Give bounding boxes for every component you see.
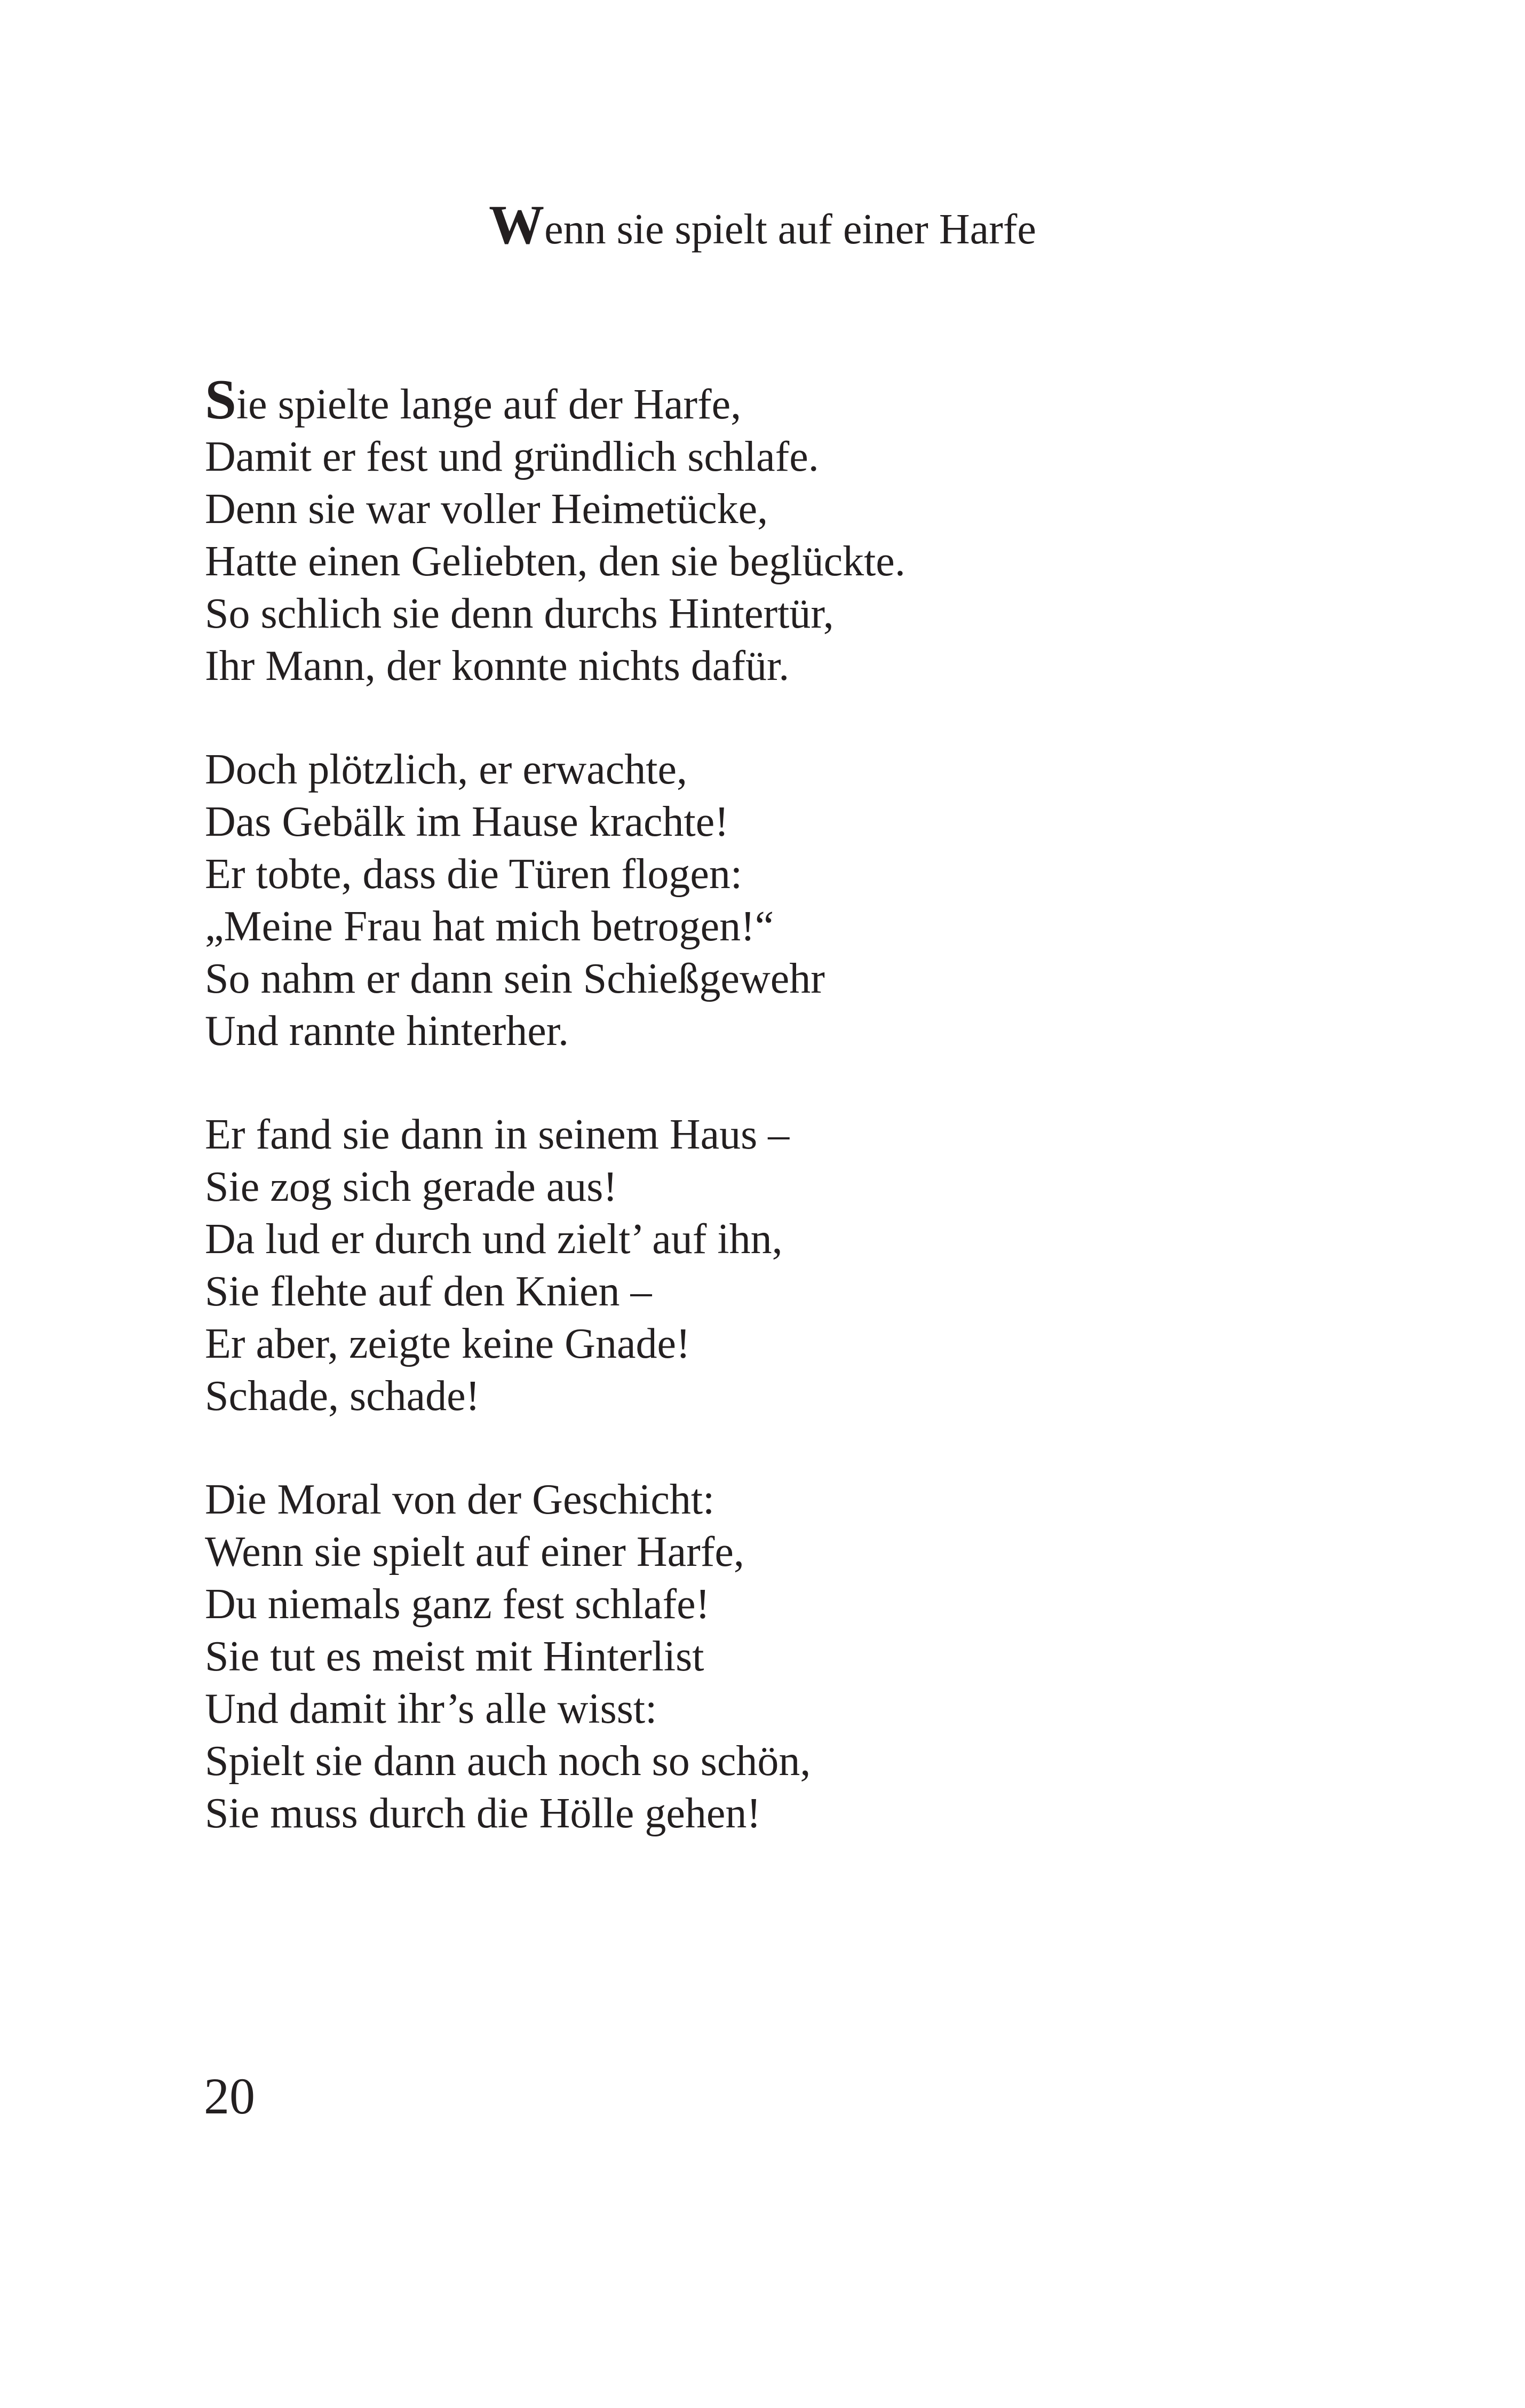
poem-line: Schade, schade! bbox=[205, 1373, 480, 1420]
poem-line: Du niemals ganz fest schlafe! bbox=[205, 1581, 710, 1628]
poem-line: Und damit ihr’s alle wisst: bbox=[205, 1685, 657, 1732]
stanza-2 bbox=[205, 743, 1325, 1057]
title-text: enn sie spielt auf einer Harfe bbox=[544, 206, 1036, 253]
poem-title bbox=[0, 194, 1525, 256]
poem-line: So schlich sie denn durchs Hintertür, bbox=[205, 590, 834, 637]
line-text: ie spielte lange auf der Harfe, bbox=[236, 381, 742, 428]
poem-line: Sie zog sich gerade aus! bbox=[205, 1163, 618, 1210]
poem-line: Ihr Mann, der konnte nichts dafür. bbox=[205, 643, 790, 690]
poem-line: Sie flehte auf den Knien – bbox=[205, 1268, 652, 1315]
poem-line: So nahm er dann sein Schießgewehr bbox=[205, 955, 825, 1002]
poem-line bbox=[205, 368, 1325, 431]
poem-line: Und rannte hinterher. bbox=[205, 1008, 569, 1055]
poem-line: „Meine Frau hat mich betrogen!“ bbox=[205, 903, 774, 950]
poem-line: Hatte einen Geliebten, den sie beglückte. bbox=[205, 538, 906, 585]
poem-line: Sie muss durch die Hölle gehen! bbox=[205, 1790, 761, 1837]
poem-line: Er aber, zeigte keine Gnade! bbox=[205, 1320, 690, 1367]
poem-line: Doch plötzlich, er erwachte, bbox=[205, 746, 688, 793]
stanza-initial: S bbox=[205, 368, 236, 431]
poem-line: Damit er fest und gründlich schlafe. bbox=[205, 433, 819, 480]
poem-line: Das Gebälk im Hause krachte! bbox=[205, 798, 729, 845]
poem-line: Denn sie war voller Heimetücke, bbox=[205, 486, 768, 533]
stanza-4 bbox=[205, 1474, 1325, 1840]
stanza-1 bbox=[205, 368, 1325, 692]
poem-line: Spielt sie dann auch noch so schön, bbox=[205, 1738, 811, 1785]
poem-line: Da lud er durch und zielt’ auf ihn, bbox=[205, 1216, 783, 1263]
poem-line: Er fand sie dann in seinem Haus – bbox=[205, 1111, 790, 1158]
poem-line: Wenn sie spielt auf einer Harfe, bbox=[205, 1528, 744, 1575]
page-number: 20 bbox=[204, 2068, 255, 2125]
poem-line: Sie tut es meist mit Hinterlist bbox=[205, 1633, 704, 1680]
poem-body bbox=[205, 368, 1325, 1891]
stanza-3 bbox=[205, 1108, 1325, 1422]
poem-line: Die Moral von der Geschicht: bbox=[205, 1476, 715, 1523]
poem-line: Er tobte, dass die Türen flogen: bbox=[205, 851, 743, 898]
title-initial: W bbox=[489, 194, 545, 256]
